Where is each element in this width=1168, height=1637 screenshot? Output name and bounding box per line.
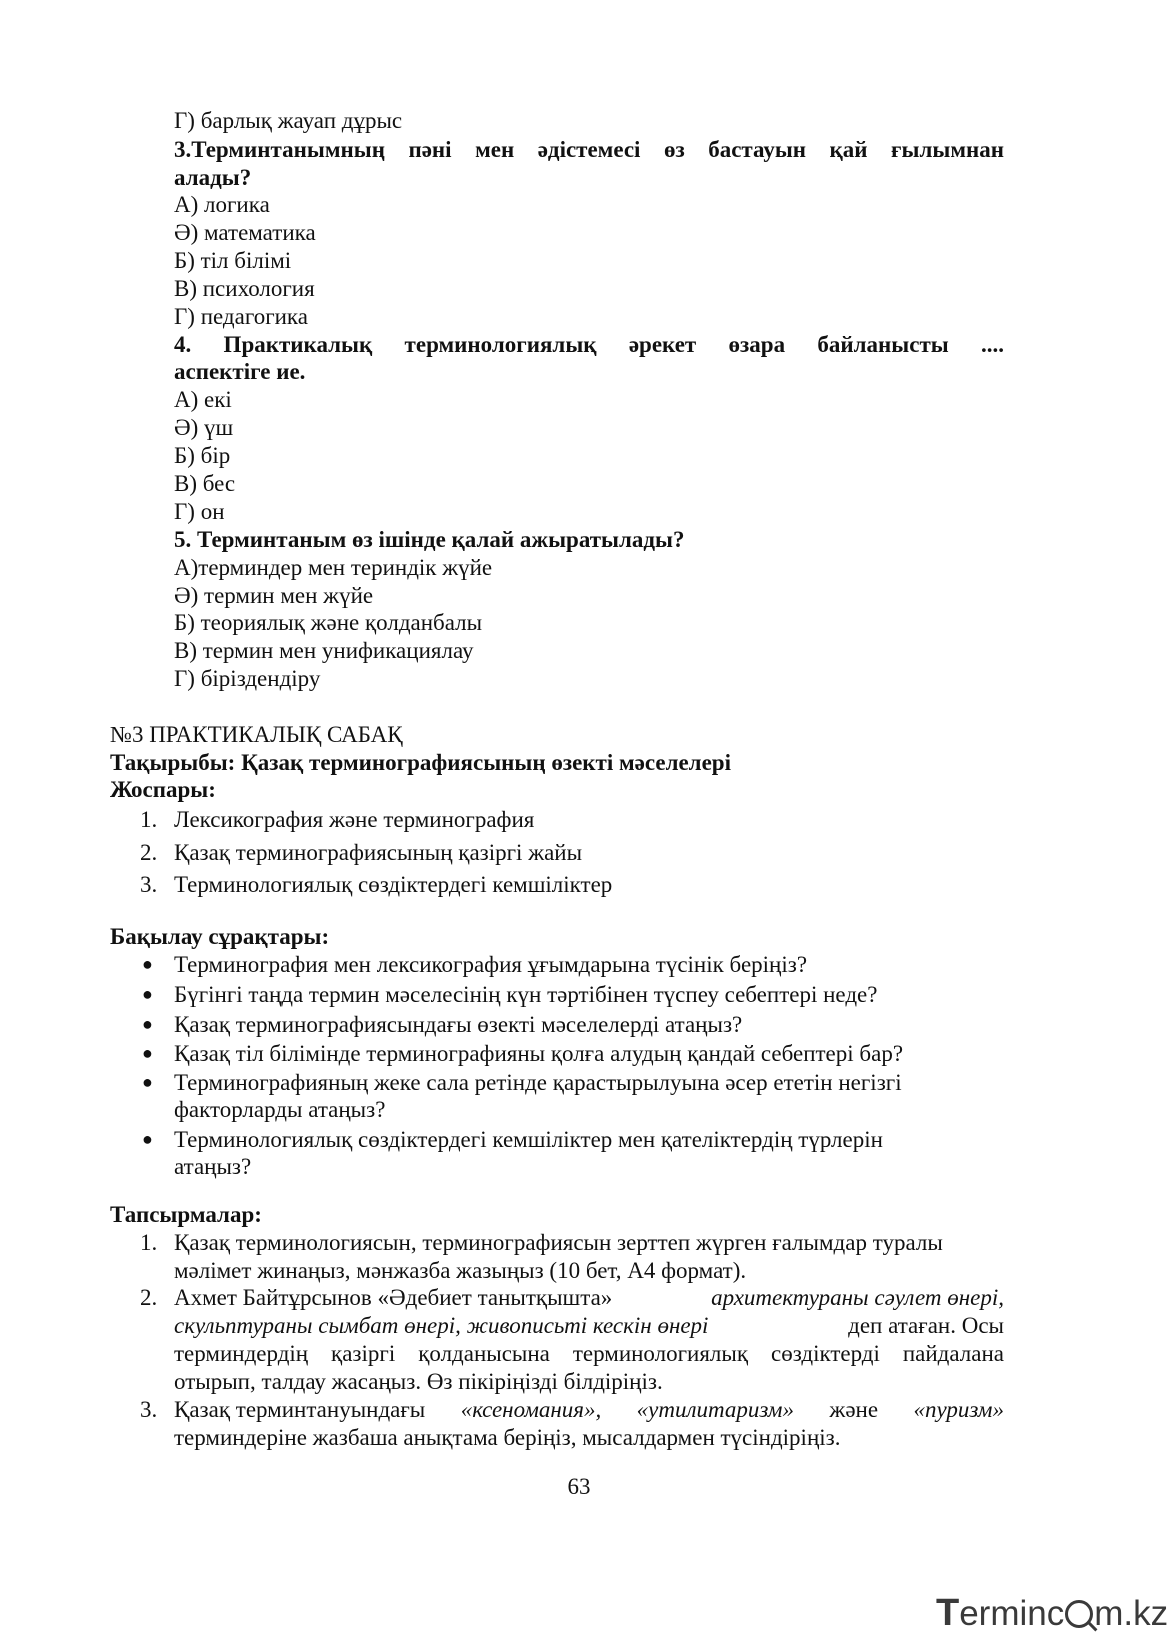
q4-option: А) екі [174, 387, 232, 412]
task2-line1 [174, 1283, 1004, 1312]
plan-number: 3. [140, 872, 158, 897]
bullet-icon: ● [142, 954, 153, 974]
plan-number: 2. [140, 840, 158, 865]
control-question: Қазақ тіл білімінде терминографияны қолға алудың қандай себептері бар? [174, 1041, 904, 1066]
lesson-topic: Тақырыбы: Қазақ терминографиясының өзекті мәселелері [110, 750, 731, 775]
task1-line: мәлімет жинаңыз, мәнжазба жазыңыз (10 бет, А4 формат). [174, 1258, 747, 1283]
control-question: Терминография мен лексикография ұғымдарына түсінік беріңіз? [174, 952, 808, 977]
q3-question: 3.Терминтанымның пәні мен әдістемесі өз бастауын қай ғылымнан [174, 137, 1004, 162]
task2-line2 [174, 1311, 1004, 1340]
task-number: 2. [140, 1285, 158, 1310]
task2-text: Ахмет Байтұрсынов «Әдебиет танытқышта» [174, 1285, 613, 1310]
control-question: Бүгінгі таңда термин мәселесінің күн тәртібінен түспеу себептері неде? [174, 982, 878, 1007]
termincom-logo: Terminc m.kz [936, 1592, 1168, 1634]
q3-option: А) логика [174, 192, 270, 217]
bullet-icon: ● [142, 984, 153, 1004]
task2-italic-term: архитектураны сәулет өнері, [711, 1285, 1004, 1310]
q5-option: Ә) термин мен жүйе [174, 583, 374, 608]
task-number: 1. [140, 1230, 158, 1255]
q4-question: 4. Практикалық терминологиялық әрекет өзара байланысты .... [174, 332, 1004, 357]
q5-option: В) термин мен унификациялау [174, 638, 474, 663]
control-question-cont: атаңыз? [174, 1154, 252, 1179]
bullet-icon: ● [142, 1072, 153, 1092]
q4-question-cont: аспектіге ие. [174, 359, 306, 384]
q5-option: Г) біріздендіру [174, 666, 321, 691]
plan-item: Қазақ терминографиясының қазіргі жайы [174, 840, 583, 865]
task-number: 3. [140, 1397, 158, 1422]
tasks-title: Тапсырмалар: [110, 1202, 262, 1227]
task3-and: және [829, 1397, 879, 1422]
task2-italic-term: скульптураны сымбат өнері, живописьті кескін өнері [174, 1313, 709, 1338]
plan-item: Терминологиялық сөздіктердегі кемшіліктер [174, 872, 613, 897]
q3-option: Г) педагогика [174, 304, 308, 329]
task2-text: деп атаған. Осы [848, 1313, 1004, 1338]
q3-option: Б) тіл білімі [174, 248, 292, 273]
q4-option: Ә) үш [174, 415, 234, 440]
control-question: Қазақ терминографиясындағы өзекті мәселелерді атаңыз? [174, 1012, 743, 1037]
control-question-cont: факторларды атаңыз? [174, 1097, 386, 1122]
q3-question-cont: алады? [174, 165, 252, 190]
task3-term-utilitarism: «утилитаризм» [636, 1397, 794, 1422]
plan-number: 1. [140, 807, 158, 832]
q5-option: А)терминдер мен териндік жүйе [174, 555, 493, 580]
questions-title: Бақылау сұрақтары: [110, 924, 330, 949]
bullet-icon: ● [142, 1129, 153, 1149]
task1-line: Қазақ терминологиясын, терминографиясын зерттеп жүрген ғалымдар туралы [174, 1230, 943, 1255]
q4-option: Б) бір [174, 443, 231, 468]
plan-item: Лексикография және терминография [174, 807, 535, 832]
q4-option: В) бес [174, 471, 236, 496]
task2-line3: терминдердің қазіргі қолданысына терминологиялық сөздіктерді пайдалана [174, 1341, 1004, 1366]
page-number: 63 [567, 1474, 591, 1499]
q5-option: Б) теориялық және қолданбалы [174, 610, 483, 635]
q4-option: Г) он [174, 499, 225, 524]
task3-line2: терминдеріне жазбаша анықтама беріңіз, мысалдармен түсіндіріңіз. [174, 1425, 841, 1450]
q5-question: 5. Терминтаным өз ішінде қалай ажыратылады? [174, 527, 685, 552]
control-question: Терминографияның жеке сала ретінде қарастырылуына әсер ететін негізгі [174, 1070, 902, 1095]
q3-option: Ә) математика [174, 220, 316, 245]
q2-option-g: Г) барлық жауап дұрыс [174, 108, 403, 133]
control-question: Терминологиялық сөздіктердегі кемшіліктер мен қателіктердің түрлерін [174, 1127, 883, 1152]
task3-term-xenomania: «ксеномания», [460, 1397, 602, 1422]
task2-line4: отырып, талдау жасаңыз. Өз пікіріңізді білдіріңіз. [174, 1369, 663, 1394]
bullet-icon: ● [142, 1014, 153, 1034]
task3-term-purism: «пуризм» [913, 1397, 1004, 1422]
bullet-icon: ● [142, 1043, 153, 1063]
lesson-heading: №3 ПРАКТИКАЛЫҚ САБАҚ [110, 722, 403, 747]
task3-line1 [174, 1395, 1004, 1424]
task3-text: Қазақ терминтануындағы [174, 1397, 426, 1422]
q3-option: В) психология [174, 276, 315, 301]
plan-title: Жоспары: [110, 777, 216, 802]
